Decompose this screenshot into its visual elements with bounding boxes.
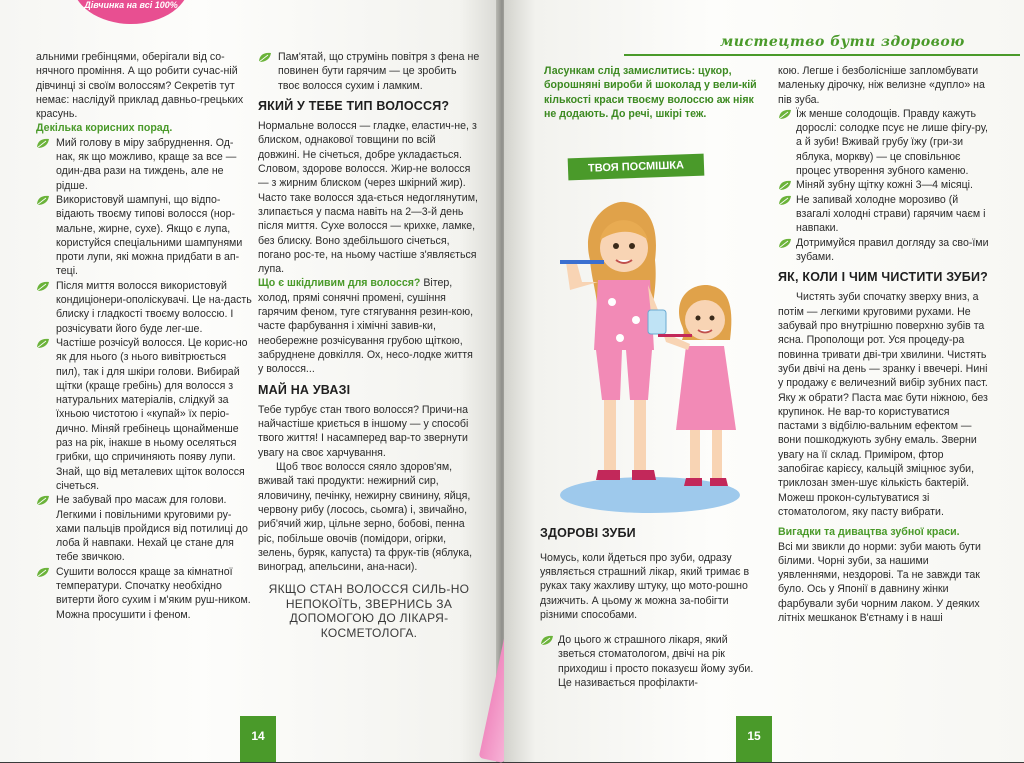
tip-text: Мий голову в міру забруднення. Од-нак, як що можливо, краще за все — один-два рази на тиждень, але не рідше. [56, 136, 237, 192]
tip-item [778, 236, 992, 265]
callout-text: ЯКЩО СТАН ВОЛОССЯ СИЛЬ-НО НЕПОКОЇТЬ, ЗВЕРНИСЬ ЗА ДОПОМОГОЮ ДО ЛІКАРЯ-КОСМЕТОЛОГА. [268, 582, 470, 640]
tip-text: Їж менше солодощів. Правду кажуть дорослі: солодке псує не лише фігу-ру, а й зуби! Вживай грубу їжу (гри-зи яблука, моркву) — це сповільнює процес утворення зубного каменю. [796, 107, 988, 178]
tip-item [778, 107, 992, 178]
brushing-paragraph: Чистять зуби спочатку зверху вниз, а потім — легкими круговими рухами. Не забувай про внутрішню поверхню зубів та ясна. Прополощи рот. Уся процеду-ра повинна тривати дві-три хвилини. Чистять зуби двічі на день — зранку і ввечері. Нині у продажу є величезний вибір зубних паст. Яку ж обрати? Паста має бути ніжною, без крупинок. Не вар-то користуватися пастами з відбілю-вальним ефектом — вони пошкоджують зубну емаль. Зверни увагу на її склад. Приміром, фтор запобігає карієсу, кальцій зміцнює зуби, триклозан змен-шує кількість бактерій. Можеш прокон-сультуватися зі стоматологом, яку пасту вибрати. [778, 291, 988, 518]
teeth-paragraph: Чомусь, коли йдеться про зуби, одразу уявляється страшний лікар, який тримає в руках таку жахливу штуку, що мото-рошно дзижчить. А цьому ж можна за-побігти різними способами. [540, 551, 750, 622]
tip-text: Сушити волосся краще за кімнатної температури. Спочатку необхідно витерти його сухим і м'яким руш-ником. Можна просушити і феном. [56, 565, 251, 621]
heading-hair-type: ЯКИЙ У ТЕБЕ ТИП ВОЛОССЯ? [258, 98, 450, 113]
tip-text: Дотримуйся правил догляду за сво-їми зубами. [796, 236, 989, 263]
tip-text: Не запивай холодне морозиво (й взагалі холодні страви) гарячим чаєм і навпаки. [796, 193, 986, 235]
heading-keep-in-mind: МАЙ НА УВАЗІ [258, 382, 351, 397]
sweets-intro: Ласункам слід замислитись: цукор, борошняні вироби й шоколад у вели-кій кількості краси твоєму волоссю аж ніяк не додають. До речі, шкірі теж. [544, 65, 757, 120]
left-column-1 [36, 50, 252, 622]
harmful-paragraph [258, 276, 480, 376]
leaf-bullet-icon [540, 635, 554, 646]
tip-item [36, 493, 252, 564]
products-paragraph: Щоб твоє волосся сяяло здоров'ям, вживай такі продукти: нежирний сир, яловичину, печінку, нежирну свинину, яйця, червону рибу (лосось, сьомга) і, звичайно, риб'ячий жир, цільне зерно, бобові, пенна ріс, побільше овочів (помідори, огірки, зелень, буряк, капуста) та фрук-тів (яблука, виноград, апельсини, ана-наси). [258, 461, 473, 574]
heading-how-to-brush: ЯК, КОЛИ І ЧИМ ЧИСТИТИ ЗУБИ? [778, 270, 988, 285]
leaf-bullet-icon [36, 138, 50, 149]
hair-type-paragraph: Нормальне волосся — гладке, еластич-не, з блиском, однакової товщини по всій довжині. Не січеться, добре укладається. Словом, здорове волосся. Жир-не волосся — з жирним блиском (через шкірний жир). Часто таке волосся зда-ється недоглянутим, злипається у пасма навіть на 2—3-й день після миття. Сухе волосся — крихке, ламке, без блиску. Воно здебільшого січеться, погано рос-те, на ньому частіше з'являється лупа. [258, 120, 478, 276]
tip-text: Після миття волосся використовуй кондиціонери-ополіскувачі. Це на-дасть блиску і гладкості твоєму волоссю. І розчісувати його буде лег-ше. [56, 279, 252, 335]
tip-text: Не забувай про масаж для голови. Легкими і повільними круговими ру-хами пальців пройдися від потилиці до лоба й навпаки. Нехай це стане для тебе звичкою. [56, 494, 248, 564]
dental-oddities-paragraph: Всі ми звикли до норми: зуби мають бути білими. Чорні зуби, за нашими уявленнями, нездорові. Та не завжди так було. Ось у Японії в давнину жінки фарбували зуби чорним лаком. У деяких літніх мешканок В'єтнаму і в наші [778, 540, 981, 624]
leaf-bullet-icon [36, 495, 50, 506]
header-title: мистецтво бути здоровою [720, 34, 965, 50]
leaf-bullet-icon [778, 180, 792, 191]
page-number-left: 14 [240, 716, 276, 762]
section-badge [72, 0, 190, 24]
left-column-2 [258, 50, 480, 640]
tip-text: Використовуй шампуні, що відпо-відають твоєму типові волосся (нор-мальне, жирне, сухе). Якщо є лупа, користуйся спеціальними шампунями проти лупи, які можна придбати в ап-теці. [56, 193, 243, 278]
tip-item [778, 193, 992, 236]
leaf-bullet-icon [36, 338, 50, 349]
tip-item [778, 178, 992, 192]
leaf-bullet-icon [778, 195, 792, 206]
lifestyle-paragraph: Тебе турбує стан твого волосся? Причи-на найчастіше криється в іншому — у способі твого життя! І насамперед вар-то звернути увагу на своє харчування. [258, 403, 469, 459]
tip-item [36, 279, 252, 336]
tip-text: Частіше розчісуй волосся. Це корис-но як для нього (з нього вивітрюється пил), так і для шкіри голови. Вибирай щітки (краще гребінь) для волосся з натуральних матеріалів, слідкуй за їхньою чистотою і «купай» їх періо-дично. Міняй гребінець щонайменше раз на рік, інакше в ньому оселяться грибки, що спричиняють появу лупи. Знай, що від металевих щіток волосся січеться. [56, 336, 248, 492]
leaf-bullet-icon [36, 567, 50, 578]
tip-text: Пам'ятай, що струмінь повітря з фена не повинен бути гарячим — це зробить твоє волосся сухим і ламким. [278, 51, 480, 92]
left-page [0, 0, 500, 762]
leaf-bullet-icon [778, 109, 792, 120]
section-label: ТВОЯ ПОСМІШКА [568, 154, 705, 181]
tip-text: До цього ж страшного лікаря, який зветься стоматологом, двічі на рік приходиш і просто показуєш йому зуби. Це називається профілакти- [558, 633, 754, 689]
harmful-text: Вітер, холод, прямі сонячні промені, сушіння гарячим феном, туге стягування резин-кою, часте фарбування і хімічні завив-ки, необережне розчісування грубою щіткою, забруднене довкілля. Ох, несо-лодке життя у волосся... [258, 277, 474, 376]
page-number-right: 15 [736, 716, 772, 762]
girls-brushing-teeth-illustration [540, 190, 754, 520]
leaf-bullet-icon [258, 52, 272, 63]
badge-text: Дівчинка на всі 100% [84, 0, 178, 10]
tip-item [36, 136, 252, 193]
right-column-2 [778, 64, 992, 625]
header-rule [624, 54, 1020, 56]
tip-item [36, 336, 252, 493]
heading-healthy-teeth: ЗДОРОВІ ЗУБИ [540, 526, 636, 540]
tips-subheading: Декілька корисних порад. [36, 122, 173, 135]
tip-text: Міняй зубну щітку кожні 3—4 місяці. [796, 179, 973, 192]
right-page [504, 0, 1024, 762]
leaf-bullet-icon [36, 281, 50, 292]
tip-item [258, 50, 480, 93]
dental-oddities-subheading: Вигадки та дивацтва зубної краси. [778, 526, 960, 539]
harmful-lead: Що є шкідливим для волосся? [258, 277, 421, 290]
leaf-bullet-icon [36, 195, 50, 206]
tip-item [36, 193, 252, 279]
intro-paragraph: альними гребінцями, оберігали від со-нячного проміння. А що робити сучас-ній дівчинці зі своїм волоссям? Секретів тут немає: наслідуй приклад давньо-грецьких красунь. [36, 51, 244, 121]
right-column-1 [540, 520, 756, 701]
tip-item [36, 565, 252, 622]
tip-item [540, 633, 756, 690]
prophylaxis-continuation: кою. Легше і безболісніше запломбувати маленьку дірочку, ніж велизне «дупло» на пів зуба. [778, 65, 985, 106]
leaf-bullet-icon [778, 238, 792, 249]
